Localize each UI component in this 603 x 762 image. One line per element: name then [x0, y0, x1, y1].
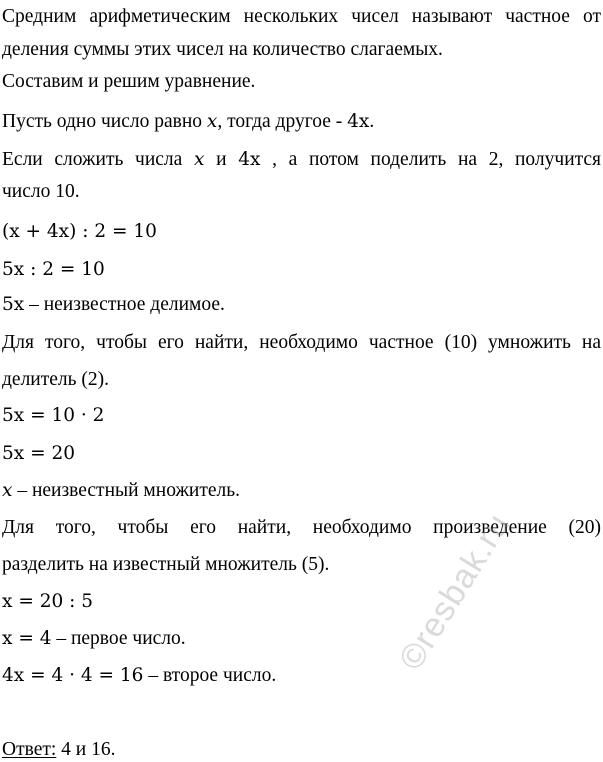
equation-1: (x + 4x) : 2 = 10 [2, 221, 157, 242]
dividend-line [2, 293, 601, 317]
factor-text: – неизвестный множитель. [12, 480, 241, 501]
first-number-line [2, 627, 601, 651]
definition-line-1: Средним арифметическим нескольких чисел называют частное от [2, 6, 601, 27]
second-number-text: – второе число. [143, 665, 277, 686]
rule2-line-1: Для того, чтобы его найти, необходимо произведение (20) [2, 517, 601, 538]
let-text-end: . [369, 111, 375, 132]
expr-5x: 5x [2, 294, 25, 315]
let-text-2: , тогда другое - [217, 111, 348, 132]
expr-4x: 4x [347, 111, 370, 132]
equation-3: 5x = 10 · 2 [2, 405, 105, 426]
condition-line-1 [2, 148, 601, 172]
expr-4x: 4x [238, 149, 261, 170]
watermark-text: ©resbak.ru [391, 506, 518, 677]
rule2-line-2: разделить на известный множитель (5). [2, 554, 330, 575]
answer-line [2, 738, 601, 762]
let-line [2, 110, 601, 134]
variable-x: x [193, 149, 205, 170]
condition-and: и [216, 149, 239, 170]
condition-text-2: , а потом поделить на 2, получится [272, 149, 602, 170]
condition-text: Если сложить числа [2, 149, 194, 170]
first-number-text: – первое число. [51, 628, 186, 649]
variable-x: x [2, 480, 13, 501]
answer-value: 4 и 16. [56, 739, 116, 760]
dividend-text: – неизвестное делимое. [24, 294, 225, 315]
equation-2: 5x : 2 = 10 [2, 259, 105, 280]
answer-label: Ответ: [2, 739, 57, 760]
definition-line-2: деления суммы этих чисел на количество слагаемых. [2, 39, 443, 60]
expr-x-equals-4: x = 4 [2, 628, 52, 649]
rule-line-1: Для того, чтобы его найти, необходимо частное (10) умножить на [2, 332, 601, 353]
second-number-line [2, 664, 601, 688]
factor-line [2, 479, 601, 503]
let-text: Пусть одно число равно [2, 111, 207, 132]
condition-line-2: число 10. [2, 181, 80, 202]
expr-4x-equals-16: 4x = 4 · 4 = 16 [2, 665, 144, 686]
rule-line-2: делитель (2). [2, 369, 110, 390]
equation-4: 5x = 20 [2, 443, 76, 464]
variable-x: x [206, 111, 218, 132]
plan-line: Составим и решим уравнение. [2, 71, 256, 92]
equation-5: x = 20 : 5 [2, 591, 94, 612]
